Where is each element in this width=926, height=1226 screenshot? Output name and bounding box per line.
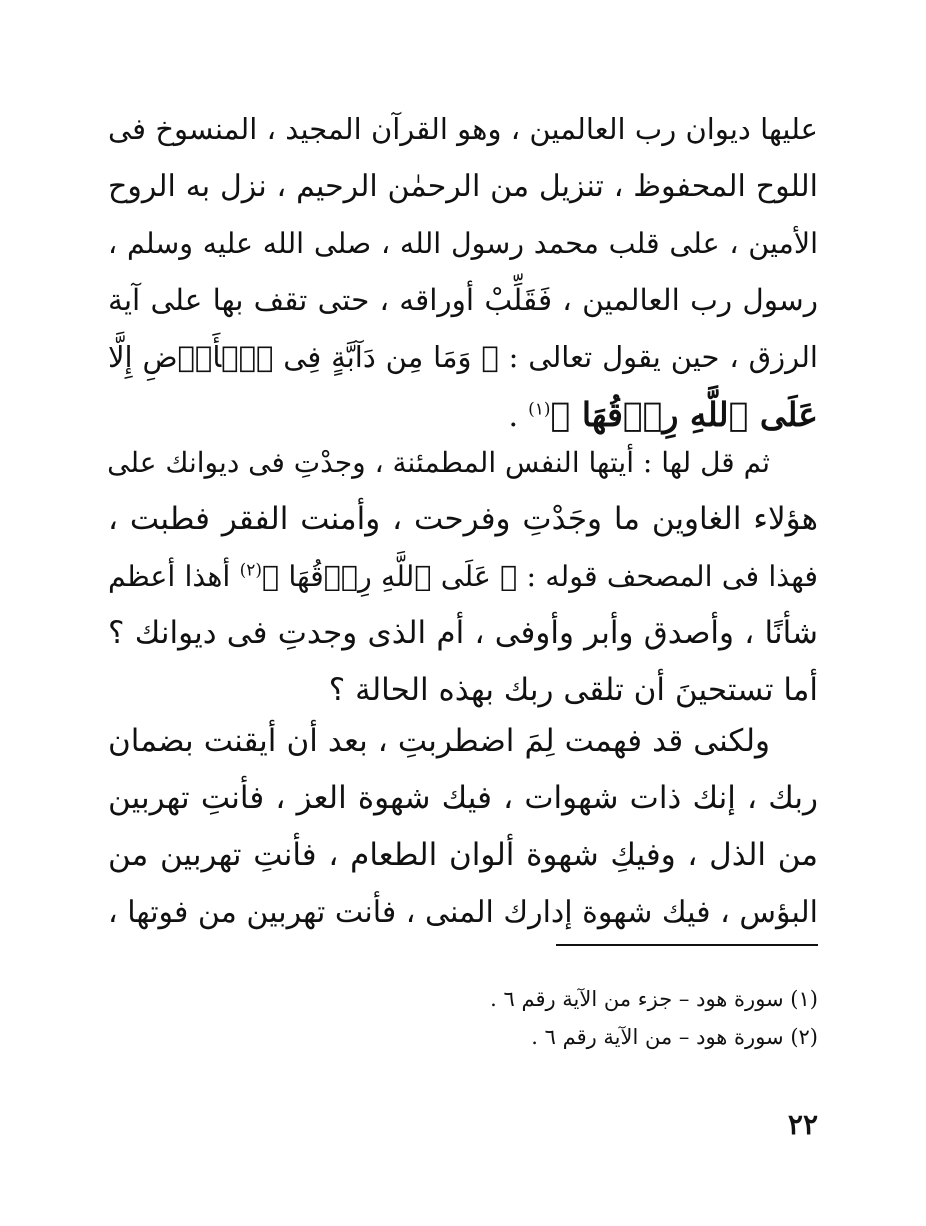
text-line: الأمين ، على قلب محمد رسول الله ، صلى الله عليه وسلم ، (108, 227, 818, 260)
footnote-2: (٢) سورة هود – من الآية رقم ٦ . (531, 1025, 818, 1049)
line-tail: أهذا أعظم (108, 560, 240, 593)
text-line: أما تستحينَ أن تلقى ربك بهذه الحالة ؟ (328, 672, 818, 708)
paragraph-1 (108, 101, 818, 443)
text-line: من الذل ، وفيكِ شهوة ألوان الطعام ، فأنتِ تهربين من (108, 837, 818, 873)
text-line (108, 548, 818, 605)
text-line: اللوح المحفوظ ، تنزيل من الرحمٰن الرحيم ، نزل به الروح (108, 169, 818, 204)
footnote-1: (١) سورة هود – جزء من الآية رقم ٦ . (490, 987, 818, 1011)
text-line: رسول رب العالمين ، فَقَلِّبْ أوراقه ، حتى تقف بها على آية (108, 283, 818, 317)
text-line: البؤس ، فيك شهوة إدارك المنى ، فأنت تهربين من فوتها ، (108, 895, 818, 930)
text-line: الرزق ، حين يقول تعالى : ﴿ وَمَا مِن دَآبَّةٍ فِى ٱلۡأَرۡضِ إِلَّا (108, 340, 818, 374)
footnotes (318, 980, 818, 1056)
text-line: هؤلاء الغاوين ما وجَدْتِ وفرحت ، وأمنت الفقر فطبت ، (108, 501, 818, 537)
text-line: ثم قل لها : أيتها النفس المطمئنة ، وجدْتِ فى ديوانك على (107, 446, 770, 479)
text-line: شأنًا ، وأصدق وأبر وأوفى ، أم الذى وجدتِ فى ديوانك ؟ (108, 615, 818, 651)
text-line: ولكنى قد فهمت لِمَ اضطربتِ ، بعد أن أيقنت بضمان (108, 723, 770, 759)
paragraph-3 (108, 713, 818, 941)
line-tail: . (508, 398, 529, 434)
quran-verse: عَلَى ٱللَّهِ رِزۡقُهَا ﴾ (550, 395, 818, 434)
text-line: عليها ديوان رب العالمين ، وهو القرآن المجيد ، المنسوخ فى (108, 112, 818, 146)
footnote-ref-2: (٢) (239, 560, 262, 581)
text-line: ربك ، إنك ذات شهوات ، فيك شهوة العز ، فأنتِ تهربين (108, 780, 818, 816)
verse-intro: فهذا فى المصحف قوله : ﴿ عَلَى ٱللَّهِ رِزۡقُهَا ﴾ (261, 560, 818, 593)
footnote-divider (556, 944, 818, 946)
footnote-ref-1: (١) (528, 399, 551, 420)
paragraph-2 (108, 434, 818, 719)
page-number: ٢٢ (787, 1108, 818, 1141)
